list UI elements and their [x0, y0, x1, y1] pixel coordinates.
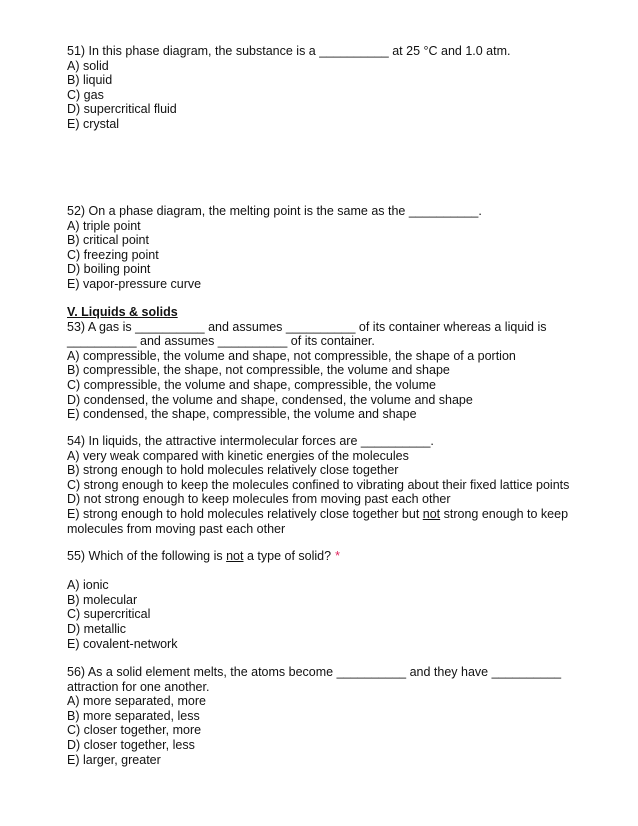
question-54-stem: 54) In liquids, the attractive intermolecular forces are __________. [67, 434, 434, 448]
question-55-stem-suffix: a type of solid? [243, 549, 332, 563]
question-51-option-e: E) crystal [67, 116, 120, 131]
question-53-option-e: E) condensed, the shape, compressible, the volume and shape [67, 407, 417, 422]
question-52 [67, 204, 582, 292]
question-54-option-a: A) very weak compared with kinetic energies of the molecules [67, 448, 409, 463]
question-53-option-c: C) compressible, the volume and shape, compressible, the volume [67, 377, 436, 392]
question-54-option-c: C) strong enough to keep the molecules confined to vibrating about their fixed lattice points [67, 477, 570, 492]
question-56-option-c: C) closer together, more [67, 723, 202, 738]
question-53-stem-line-2: __________ and assumes __________ of its container. [67, 334, 375, 349]
question-55 [67, 549, 582, 651]
question-51-option-a: A) solid [67, 58, 109, 73]
question-54-option-e-emphasis: not [422, 506, 441, 521]
question-56-stem-line-2: attraction for one another. [67, 679, 210, 694]
question-56-option-b: B) more separated, less [67, 708, 200, 723]
question-56-stem-line-1: 56) As a solid element melts, the atoms become __________ and they have __________ [67, 665, 562, 679]
question-55-option-c: C) supercritical [67, 607, 151, 622]
question-53-stem-line-1: 53) A gas is __________ and assumes __________ of its container whereas a liquid is [67, 319, 547, 334]
question-52-option-a: A) triple point [67, 218, 141, 233]
question-51 [67, 44, 582, 132]
question-53-option-b: B) compressible, the shape, not compressible, the volume and shape [67, 363, 450, 378]
question-56-option-a: A) more separated, more [67, 694, 206, 709]
question-54-option-d: D) not strong enough to keep molecules from moving past each other [67, 492, 451, 507]
question-56-option-d: D) closer together, less [67, 737, 195, 752]
question-55-stem-emphasis: not [226, 549, 244, 563]
question-55-stem [67, 549, 582, 564]
question-51-option-d: D) supercritical fluid [67, 102, 177, 117]
question-53-option-a: A) compressible, the volume and shape, not compressible, the shape of a portion [67, 348, 516, 363]
question-52-option-b: B) critical point [67, 233, 149, 248]
question-51-stem: 51) In this phase diagram, the substance is a __________ at 25 °C and 1.0 atm. [67, 44, 511, 58]
question-55-option-e: E) covalent-network [67, 636, 178, 651]
question-56-option-e: E) larger, greater [67, 752, 161, 767]
question-54-option-e-prefix: E) strong enough to hold molecules relatively close together but [67, 506, 423, 521]
question-52-stem: 52) On a phase diagram, the melting point is the same as the __________. [67, 204, 482, 218]
question-54-option-b: B) strong enough to hold molecules relatively close together [67, 463, 399, 478]
question-55-option-b: B) molecular [67, 592, 138, 607]
question-54-option-e-suffix: strong enough to keep [440, 506, 569, 521]
question-54-option-e [67, 507, 582, 522]
spacer [67, 564, 582, 579]
question-55-stem-prefix: 55) Which of the following is [67, 549, 227, 563]
question-53-option-d: D) condensed, the volume and shape, condensed, the volume and shape [67, 392, 473, 407]
question-54 [67, 434, 582, 536]
question-52-option-d: D) boiling point [67, 262, 151, 277]
question-52-option-e: E) vapor-pressure curve [67, 276, 202, 291]
required-asterisk-icon: * [335, 549, 340, 563]
section-heading: V. Liquids & solids [67, 305, 178, 319]
question-52-option-c: C) freezing point [67, 247, 159, 262]
question-51-option-b: B) liquid [67, 73, 113, 88]
question-55-option-d: D) metallic [67, 621, 127, 636]
question-51-option-c: C) gas [67, 87, 104, 102]
question-53 [67, 305, 582, 422]
question-55-option-a: A) ionic [67, 578, 109, 593]
question-56 [67, 665, 582, 767]
question-54-option-e-line-2: molecules from moving past each other [67, 521, 286, 536]
